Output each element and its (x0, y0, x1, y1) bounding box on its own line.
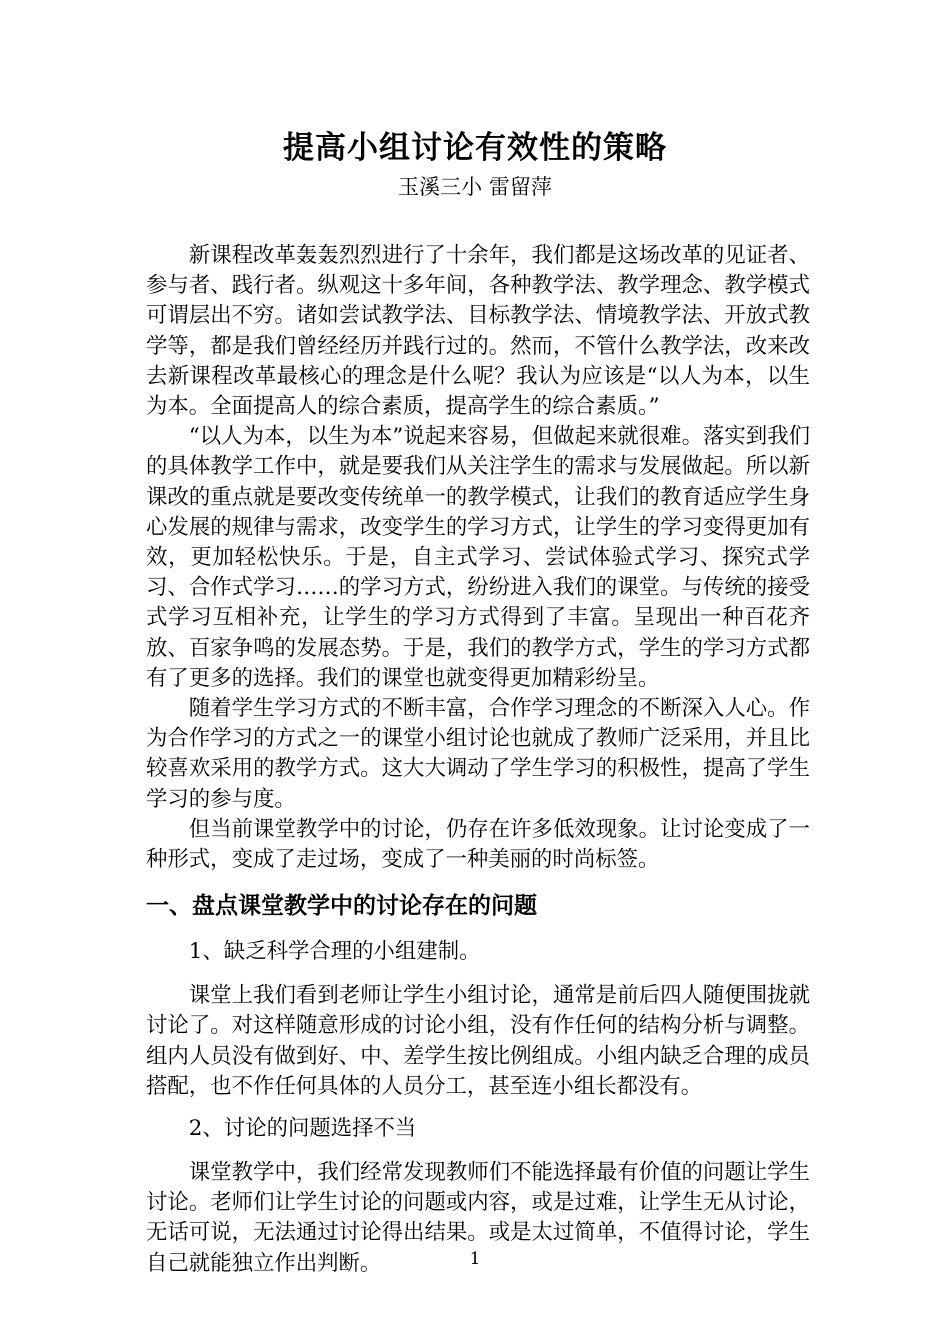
item-1-paragraph: 课堂上我们看到老师让学生小组讨论，通常是前后四人随便围拢就讨论了。对这样随意形成的讨论小组，没有作任何的结构分析与调整。组内人员没有做到好、中、差学生按比例组成。小组内缺乏合理的成员搭配，也不作任何具体的人员分工，甚至连小组长都没有。 (146, 983, 810, 1099)
document-title: 提高小组讨论有效性的策略 (283, 130, 667, 166)
document-body (146, 241, 810, 1279)
subheading-item-1: 1、缺乏科学合理的小组建制。 (188, 939, 481, 965)
item-2-paragraph: 课堂教学中，我们经常发现教师们不能选择最有价值的问题让学生讨论。老师们让学生讨论的问题或内容，或是过难，让学生无从讨论，无话可说，无法通过讨论得出结果。或是太过简单，不值得讨论，学生自己就能独立作出判断。 (146, 1160, 810, 1276)
page-number: 1 (469, 1249, 481, 1269)
document-author: 玉溪三小 雷留萍 (398, 175, 552, 199)
intro-paragraph-3: 随着学生学习方式的不断丰富，合作学习理念的不断深入人心。作为合作学习的方式之一的课堂小组讨论也就成了教师广泛采用，并且比较喜欢采用的教学方式。这大大调动了学生学习的积极性，提高了学生学习的参与度。 (146, 696, 810, 812)
intro-paragraph-2: “以人为本，以生为本”说起来容易，但做起来就很难。落实到我们的具体教学工作中，就是要我们从关注学生的需求与发展做起。所以新课改的重点就是要改变传统单一的教学模式，让我们的教育适应学生身心发展的规律与需求，改变学生的学习方式，让学生的学习变得更加有效，更加轻松快乐。于是，自主式学习、尝试体验式学习、探究式学习、合作式学习……的学习方式，纷纷进入我们的课堂。与传统的接受式学习互相补充，让学生的学习方式得到了丰富。呈现出一种百花齐放、百家争鸣的发展态势。于是，我们的教学方式，学生的学习方式都有了更多的选择。我们的课堂也就变得更加精彩纷呈。 (146, 424, 810, 691)
subheading-item-2: 2、讨论的问题选择不当 (188, 1116, 417, 1142)
intro-paragraph-4: 但当前课堂教学中的讨论，仍存在许多低效现象。让讨论变成了一种形式，变成了走过场，变成了一种美丽的时尚标签。 (146, 816, 810, 873)
intro-paragraph-1: 新课程改革轰轰烈烈进行了十余年，我们都是这场改革的见证者、参与者、践行者。纵观这十多年间，各种教学法、教学理念、教学模式可谓层出不穷。诸如尝试教学法、目标教学法、情境教学法、开放式教学等，都是我们曾经经历并践行过的。然而，不管什么教学法，改来改去新课程改革最核心的理念是什么呢？我认为应该是“以人为本，以生为本。全面提高人的综合素质，提高学生的综合素质。” (146, 243, 810, 420)
section-heading-1: 一、盘点课堂教学中的讨论存在的问题 (146, 892, 537, 920)
